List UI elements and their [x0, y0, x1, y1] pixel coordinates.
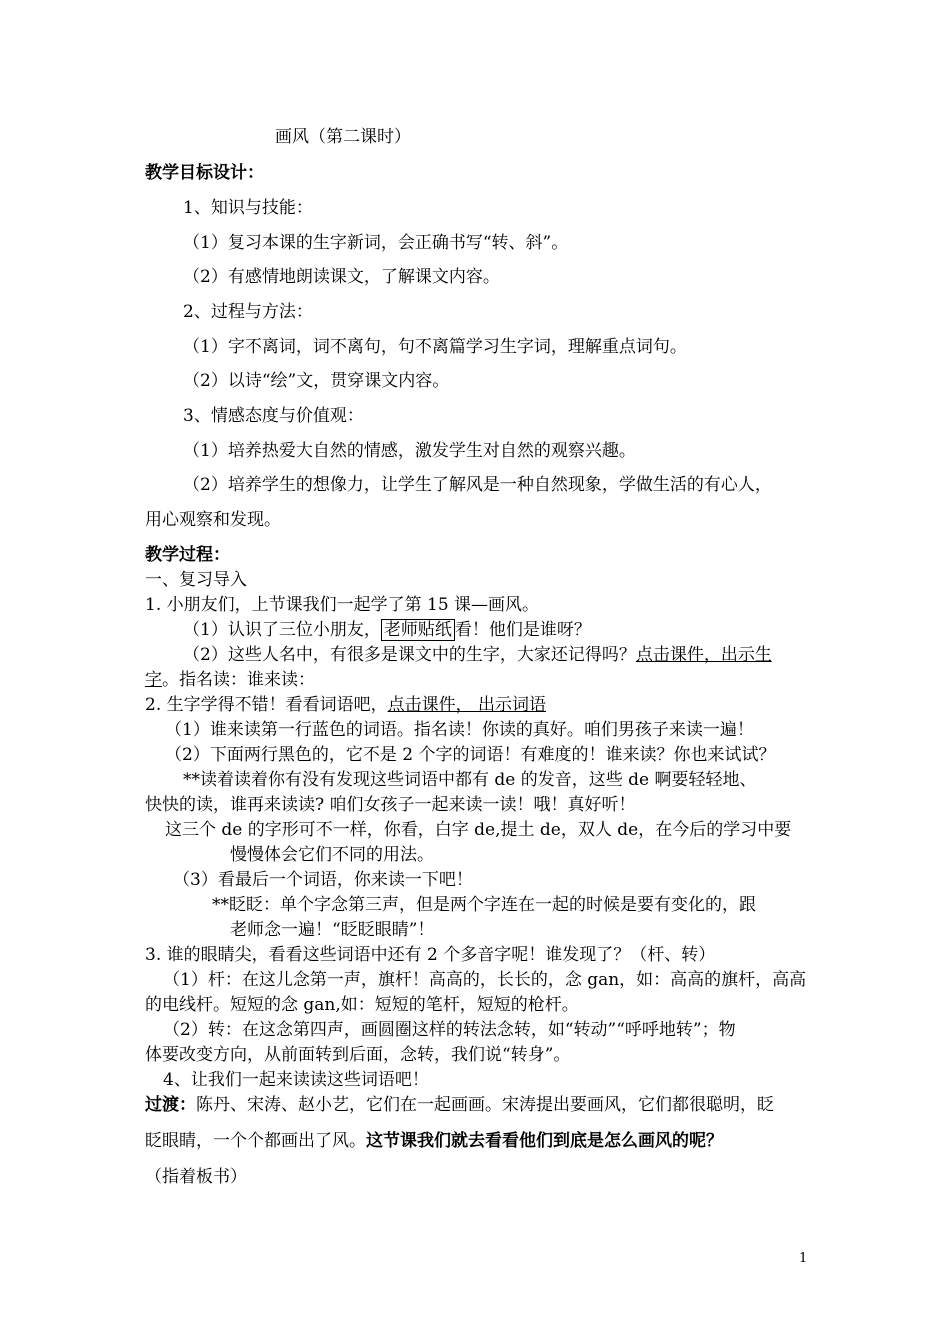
courseware-cue: 点击课件，出示生 [635, 645, 772, 665]
process-item: （1）谁来读第一行蓝色的词语。指名读！你读的真好。咱们男孩子来读一遍！ [165, 720, 754, 740]
transition-emphasis: 这节课我们就去看看他们到底是怎么画风的呢？ [366, 1131, 723, 1151]
process-text: （2）这些人名中，有很多是课文中的生字，大家还记得吗？ [183, 645, 636, 665]
objective-item: （1）复习本课的生字新词，会正确书写“转、斜”。 [183, 233, 569, 253]
process-text: 眨眼睛，一个个都画出了风。 [145, 1131, 366, 1151]
process-text: （1）认识了三位小朋友， [183, 620, 381, 640]
courseware-cue: 点击课件， 出示词语 [387, 695, 547, 715]
objectives-heading: 教学目标设计： [145, 163, 264, 183]
process-heading: 教学过程： [145, 545, 230, 565]
transition-paragraph [145, 1094, 774, 1116]
process-item-continued [145, 669, 315, 691]
process-step: 3. 谁的眼睛尖，看看这些词语中还有 2 个多音字呢！谁发现了？（杆、转） [145, 945, 716, 965]
process-text: 。指名读：谁来读： [162, 670, 315, 690]
process-item-continued: 体要改变方向，从前面转到后面，念转，我们说“转身”。 [145, 1045, 571, 1065]
process-step [145, 694, 546, 716]
process-item: （2）下面两行黑色的，它不是 2 个字的词语！有难度的！谁来读？你也来试试？ [165, 745, 776, 765]
objective-item: （2）以诗“绘”文，贯穿课文内容。 [183, 371, 450, 391]
board-note: （指着板书） [145, 1167, 247, 1187]
process-note-continued: 老师念一遍！“眨眨眼睛”！ [230, 920, 435, 940]
process-note: **眨眨：单个字念第三声，但是两个字连在一起的时候是要有变化的，跟 [212, 895, 756, 915]
courseware-cue: 字 [145, 670, 162, 690]
process-step: 4、让我们一起来读读这些词语吧！ [163, 1070, 429, 1090]
page-title: 画风（第二课时） [275, 127, 411, 147]
process-note-continued: 快快的读，谁再来读读? 咱们女孩子一起来读一读！哦！真好听！ [145, 795, 636, 815]
transition-paragraph-continued [145, 1130, 723, 1152]
process-item [183, 644, 772, 666]
objective-item: （2）培养学生的想像力，让学生了解风是一种自然现象，学做生活的有心人， [183, 475, 772, 495]
process-item: （3）看最后一个词语，你来读一下吧！ [173, 870, 473, 890]
process-text: 陈丹、宋涛、赵小艺，它们在一起画画。宋涛提出要画风，它们都很聪明，眨 [196, 1095, 774, 1115]
process-note: 这三个 de 的字形可不一样，你看，白字 de,提土 de，双人 de，在今后的学习中要 [165, 820, 792, 840]
process-part-title: 一、复习导入 [145, 570, 247, 590]
objective-section-knowledge: 1、知识与技能： [183, 198, 313, 218]
objective-item: （1）字不离词，词不离句，句不离篇学习生字词，理解重点词句。 [183, 337, 687, 357]
objective-item: （2）有感情地朗读课文，了解课文内容。 [183, 267, 500, 287]
process-note: **读着读着你有没有发现这些词语中都有 de 的发音，这些 de 啊要轻轻地、 [183, 770, 757, 790]
objective-item-continued: 用心观察和发现。 [145, 510, 281, 530]
process-text: 2. 生字学得不错！看看词语吧， [145, 695, 388, 715]
page-number: 1 [799, 1251, 808, 1266]
objective-section-attitude: 3、情感态度与价值观： [183, 406, 364, 426]
process-note-continued: 慢慢体会它们不同的用法。 [230, 845, 434, 865]
process-item [183, 619, 591, 641]
process-step: 1. 小朋友们，上节课我们一起学了第 15 课—画风。 [145, 595, 540, 615]
sticker-box: 老师贴纸 [381, 619, 455, 641]
objective-item: （1）培养热爱大自然的情感，激发学生对自然的观察兴趣。 [183, 441, 636, 461]
process-item-continued: 的电线杆。短短的念 gan,如：短短的笔杆，短短的枪杆。 [145, 995, 579, 1015]
process-item: （1）杆：在这儿念第一声，旗杆！高高的，长长的，念 gan，如：高高的旗杆，高高 [163, 970, 807, 990]
process-text: 看！他们是谁呀？ [454, 620, 591, 640]
transition-label: 过渡： [145, 1095, 196, 1115]
objective-section-process: 2、过程与方法： [183, 302, 313, 322]
process-item: （2）转：在这念第四声，画圆圈这样的转法念转，如“转动”“呼呼地转”；物 [163, 1020, 736, 1040]
